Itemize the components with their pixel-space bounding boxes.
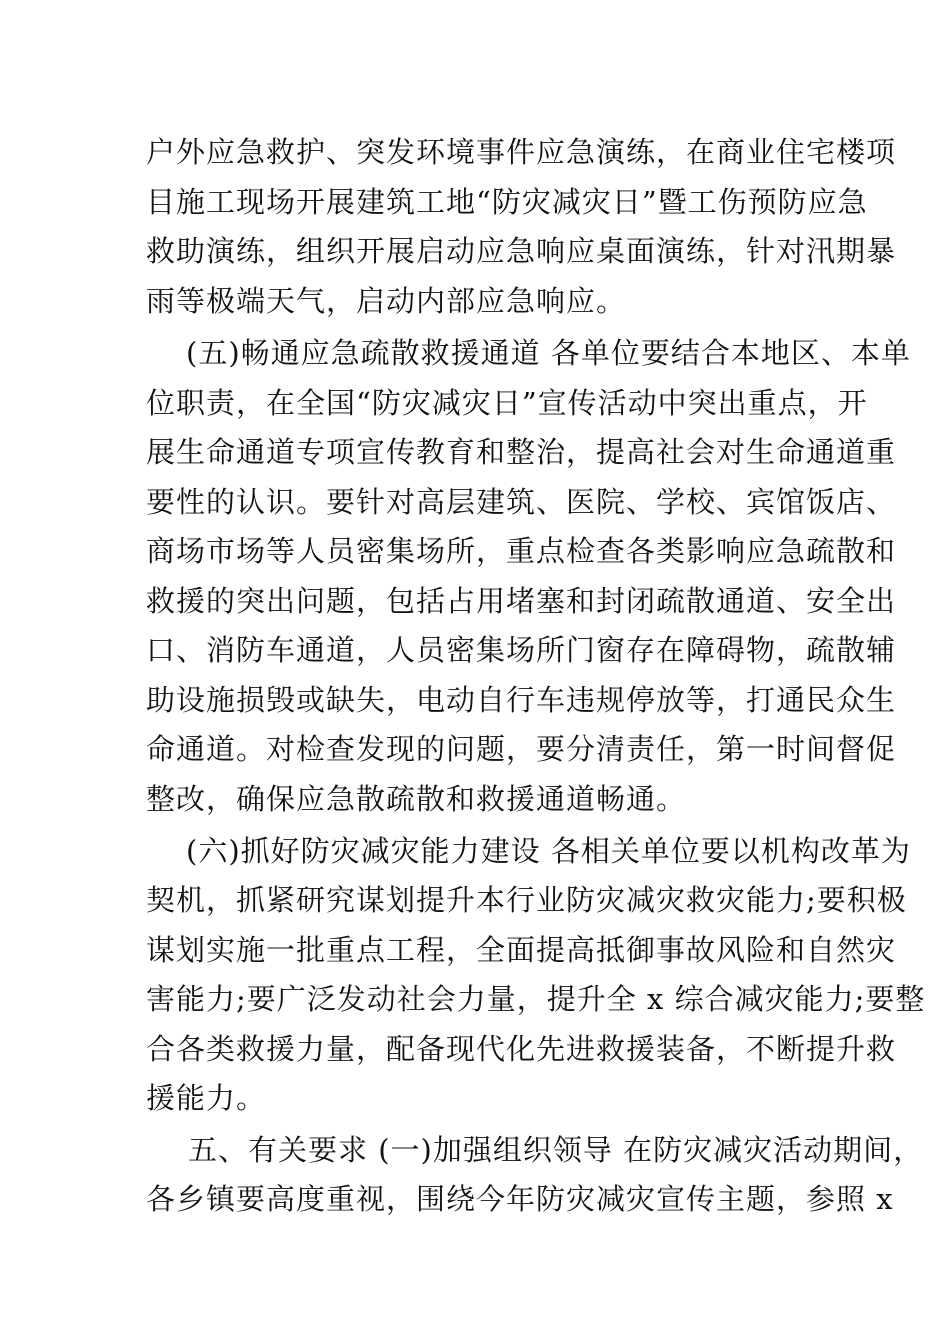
text-line: 援能力。 — [146, 1081, 267, 1115]
text-line: 合各类救援力量，配备现代化先进救援装备，不断提升救 — [146, 1032, 897, 1066]
section-heading-line: (六)抓好防灾减灾能力建设 各相关单位要以机构改革为 — [186, 834, 911, 868]
text-line: 口、消防车通道，人员密集场所门窗存在障碍物，疏散辅 — [146, 633, 897, 667]
section-heading-line: (五)畅通应急疏散救援通道 各单位要结合本地区、本单 — [186, 336, 911, 370]
text-line: 契机，抓紧研究谋划提升本行业防灾减灾救灾能力;要积极 — [146, 883, 907, 917]
text-line: 整改，确保应急散疏散和救援通道畅通。 — [146, 782, 687, 816]
text-line: 助设施损毁或缺失，电动自行车违规停放等，打通民众生 — [146, 683, 897, 717]
text-line: 雨等极端天气，启动内部应急响应。 — [146, 284, 627, 318]
text-line: 目施工现场开展建筑工地“防灾减灾日”暨工伤预防应急 — [146, 185, 868, 219]
text-line: 谋划实施一批重点工程，全面提高抵御事故风险和自然灾 — [146, 933, 897, 967]
text-line: 户外应急救护、突发环境事件应急演练，在商业住宅楼项 — [146, 135, 897, 169]
text-line: 救助演练，组织开展启动应急响应桌面演练，针对汛期暴 — [146, 234, 897, 268]
text-line: 救援的突出问题，包括占用堵塞和封闭疏散通道、安全出 — [146, 584, 897, 618]
text-line: 要性的认识。要针对高层建筑、医院、学校、宾馆饭店、 — [146, 485, 897, 519]
text-line: 位职责，在全国“防灾减灾日”宣传活动中突出重点，开 — [146, 386, 868, 420]
text-line: 命通道。对检查发现的问题，要分清责任，第一时间督促 — [146, 732, 897, 766]
text-line: 各乡镇要高度重视，围绕今年防灾减灾宣传主题，参照 x — [146, 1182, 894, 1216]
text-line: 商场市场等人员密集场所，重点检查各类影响应急疏散和 — [146, 534, 897, 568]
text-line: 展生命通道专项宣传教育和整治，提高社会对生命通道重 — [146, 435, 897, 469]
section-heading-line: 五、有关要求 (一)加强组织领导 在防灾减灾活动期间， — [188, 1133, 924, 1167]
text-line: 害能力;要广泛发动社会力量，提升全 x 综合减灾能力;要整 — [146, 982, 926, 1016]
